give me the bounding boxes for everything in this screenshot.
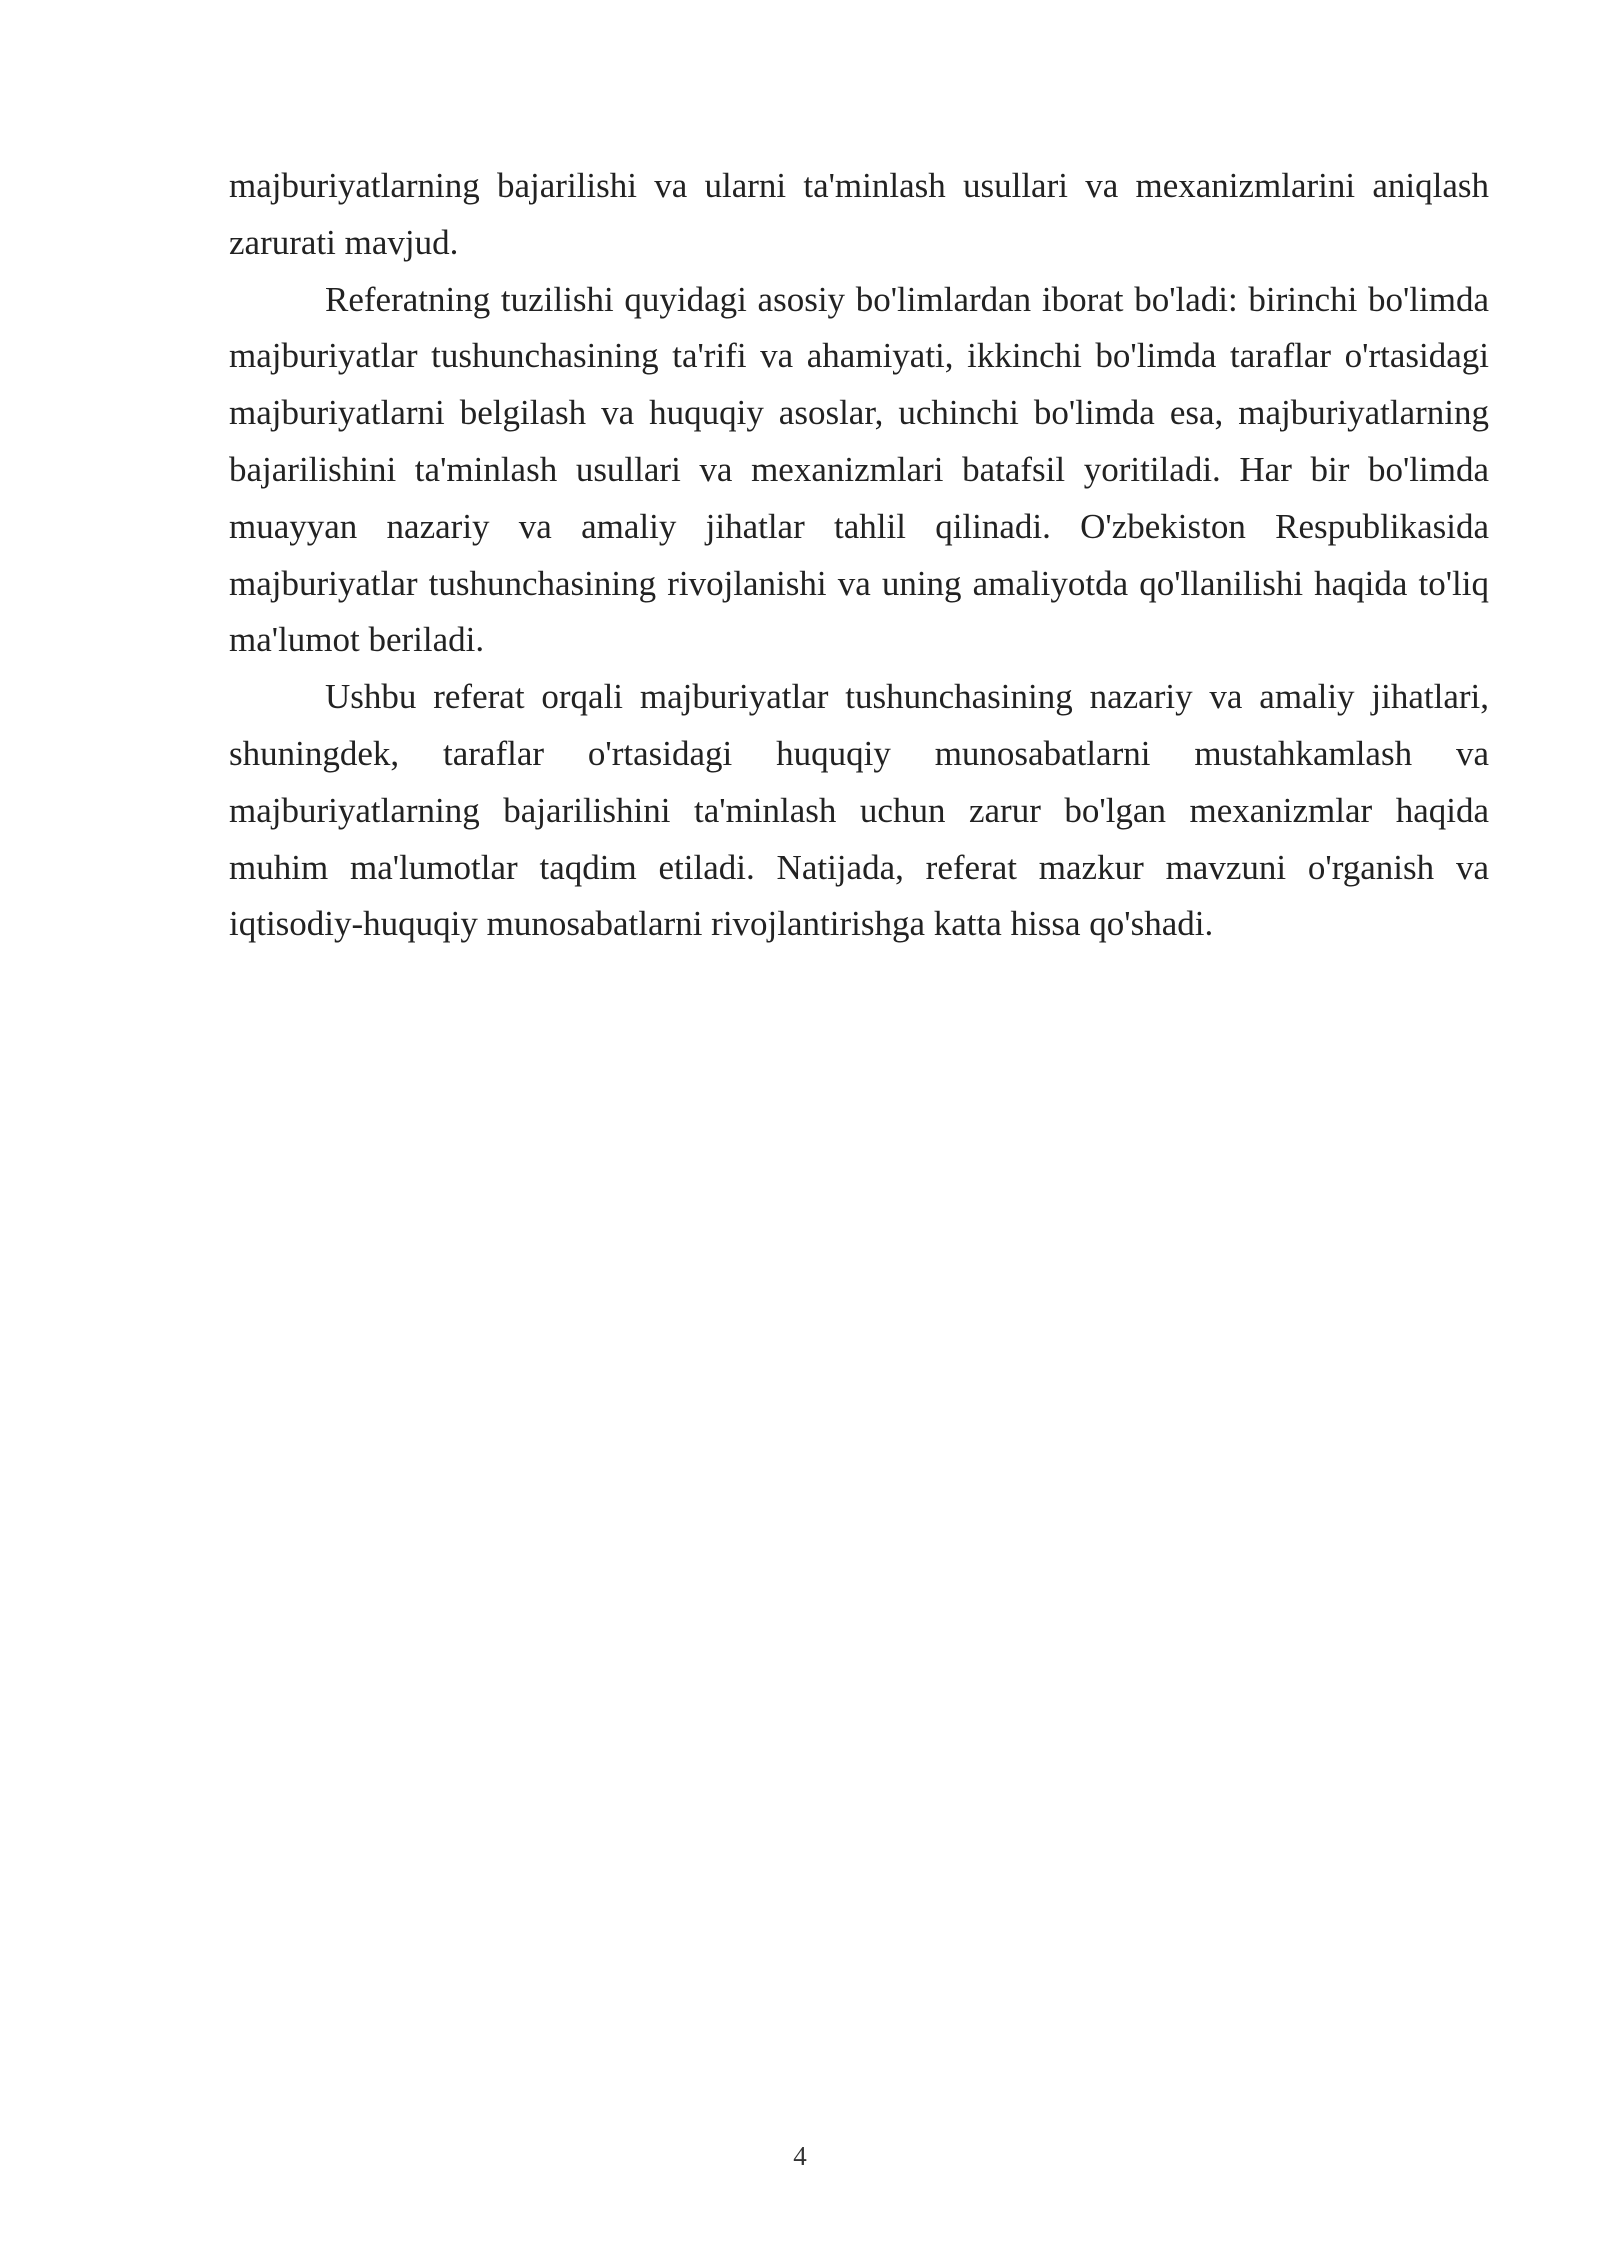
page-number: 4 [793,2141,807,2171]
paragraph-2: Referatning tuzilishi quyidagi asosiy bo'limlardan iborat bo'ladi: birinchi bo'limda majburiyatlar tushunchasining ta'rifi va ahamiyati, ikkinchi bo'limda taraflar o'rtasidagi majburiyatlarni belgilash va huquqiy asoslar, uchinchi bo'limda esa, majburiyatlarning bajarilishini ta'minlash usullari va mexanizmlari batafsil yoritiladi. Har bir bo'limda muayyan nazariy va amaliy jihatlar tahlil qilinadi. O'zbekiston Respublikasida majburiyatlar tushunchasining rivojlanishi va uning amaliyotda qo'llanilishi haqida to'liq ma'lumot beriladi. [229,279,1489,660]
paragraph-3: Ushbu referat orqali majburiyatlar tushunchasining nazariy va amaliy jihatlari, shuningdek, taraflar o'rtasidagi huquqiy munosabatlarni mustahkamlash va majburiyatlarning bajarilishini ta'minlash uchun zarur bo'lgan mexanizmlar haqida muhim ma'lumotlar taqdim etiladi. Natijada, referat mazkur mavzuni o'rganish va iqtisodiy-huquqiy munosabatlarni rivojlantirishga katta hissa qo'shadi. [229,677,1489,944]
body-text [229,158,1489,953]
paragraph-1: majburiyatlarning bajarilishi va ularni ta'minlash usullari va mexanizmlarini aniqlash zarurati mavjud. [229,166,1489,262]
